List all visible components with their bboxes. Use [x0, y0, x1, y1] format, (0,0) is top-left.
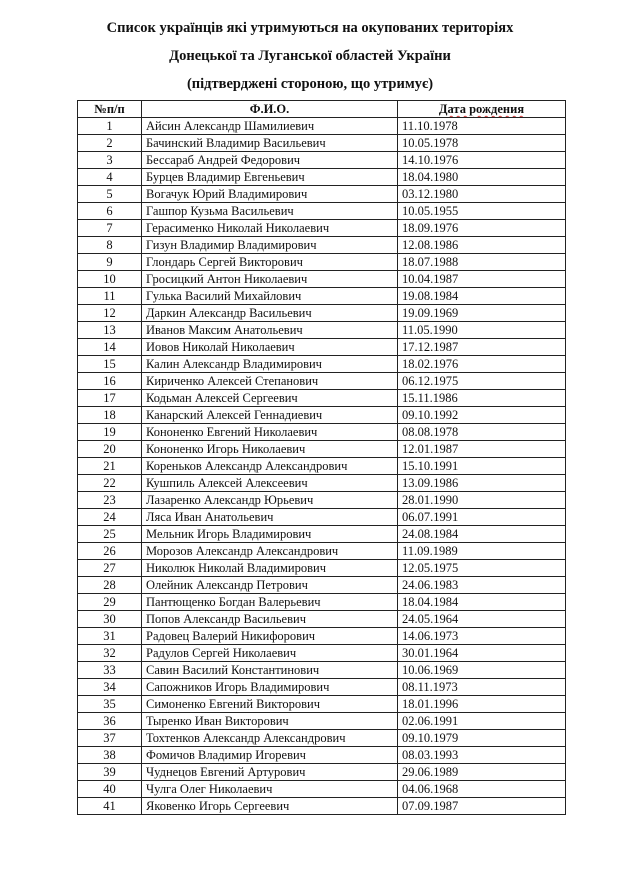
row-birth-date: 08.03.1993: [398, 747, 566, 764]
row-full-name: Тыренко Иван Викторович: [142, 713, 398, 730]
row-full-name: Радовец Валерий Никифорович: [142, 628, 398, 645]
row-birth-date: 18.02.1976: [398, 356, 566, 373]
row-full-name: Чулга Олег Николаевич: [142, 781, 398, 798]
row-number: 37: [78, 730, 142, 747]
row-full-name: Гросицкий Антон Николаевич: [142, 271, 398, 288]
row-birth-date: 11.05.1990: [398, 322, 566, 339]
row-number: 14: [78, 339, 142, 356]
row-birth-date: 10.04.1987: [398, 271, 566, 288]
table-row: [78, 186, 566, 203]
row-full-name: Фомичов Владимир Игоревич: [142, 747, 398, 764]
row-birth-date: 14.10.1976: [398, 152, 566, 169]
row-full-name: Бурцев Владимир Евгеньевич: [142, 169, 398, 186]
table-row: [78, 254, 566, 271]
row-number: 38: [78, 747, 142, 764]
table-row: [78, 288, 566, 305]
table-row: [78, 237, 566, 254]
row-full-name: Калин Александр Владимирович: [142, 356, 398, 373]
row-number: 20: [78, 441, 142, 458]
table-row: [78, 509, 566, 526]
row-full-name: Кононенко Евгений Николаевич: [142, 424, 398, 441]
row-full-name: Морозов Александр Александрович: [142, 543, 398, 560]
row-number: 7: [78, 220, 142, 237]
row-birth-date: 03.12.1980: [398, 186, 566, 203]
table-row: [78, 747, 566, 764]
row-full-name: Герасименко Николай Николаевич: [142, 220, 398, 237]
row-birth-date: 15.10.1991: [398, 458, 566, 475]
row-birth-date: 09.10.1992: [398, 407, 566, 424]
row-birth-date: 11.09.1989: [398, 543, 566, 560]
table-row: [78, 135, 566, 152]
row-full-name: Вогачук Юрий Владимирович: [142, 186, 398, 203]
row-number: 40: [78, 781, 142, 798]
table-row: [78, 662, 566, 679]
row-birth-date: 08.11.1973: [398, 679, 566, 696]
table-row: [78, 441, 566, 458]
row-full-name: Канарский Алексей Геннадиевич: [142, 407, 398, 424]
row-birth-date: 24.08.1984: [398, 526, 566, 543]
row-birth-date: 29.06.1989: [398, 764, 566, 781]
document-title-line-3: (підтверджені стороною, що утримує): [186, 76, 434, 92]
row-birth-date: 15.11.1986: [398, 390, 566, 407]
row-birth-date: 28.01.1990: [398, 492, 566, 509]
row-birth-date: 09.10.1979: [398, 730, 566, 747]
header-birth-date-label: Дата рождения: [438, 102, 525, 116]
row-number: 12: [78, 305, 142, 322]
row-full-name: Николюк Николай Владимирович: [142, 560, 398, 577]
row-full-name: Гизун Владимир Владимирович: [142, 237, 398, 254]
row-birth-date: 18.04.1980: [398, 169, 566, 186]
row-full-name: Кушпиль Алексей Алексеевич: [142, 475, 398, 492]
row-number: 18: [78, 407, 142, 424]
document-title-line-2: Донецької та Луганської областей України: [169, 48, 451, 64]
table-row: [78, 594, 566, 611]
row-full-name: Даркин Александр Васильевич: [142, 305, 398, 322]
row-full-name: Олейник Александр Петрович: [142, 577, 398, 594]
table-row: [78, 305, 566, 322]
row-number: 27: [78, 560, 142, 577]
row-number: 21: [78, 458, 142, 475]
row-birth-date: 13.09.1986: [398, 475, 566, 492]
row-number: 24: [78, 509, 142, 526]
table-row: [78, 560, 566, 577]
row-full-name: Тохтенков Александр Александрович: [142, 730, 398, 747]
table-row: [78, 696, 566, 713]
row-number: 31: [78, 628, 142, 645]
row-number: 5: [78, 186, 142, 203]
row-full-name: Глондарь Сергей Викторович: [142, 254, 398, 271]
row-number: 34: [78, 679, 142, 696]
row-full-name: Бачинский Владимир Васильевич: [142, 135, 398, 152]
table-row: [78, 577, 566, 594]
row-number: 16: [78, 373, 142, 390]
table-row: [78, 628, 566, 645]
row-birth-date: 07.09.1987: [398, 798, 566, 815]
row-birth-date: 08.08.1978: [398, 424, 566, 441]
table-row: [78, 118, 566, 135]
header-number: №п/п: [78, 101, 142, 118]
table-row: [78, 220, 566, 237]
row-number: 36: [78, 713, 142, 730]
table-row: [78, 356, 566, 373]
table-body: [78, 118, 566, 815]
table-row: [78, 169, 566, 186]
table-row: [78, 611, 566, 628]
row-full-name: Бессараб Андрей Федорович: [142, 152, 398, 169]
row-full-name: Лазаренко Александр Юрьевич: [142, 492, 398, 509]
row-birth-date: 11.10.1978: [398, 118, 566, 135]
table-row: [78, 475, 566, 492]
row-number: 23: [78, 492, 142, 509]
row-number: 9: [78, 254, 142, 271]
row-full-name: Сапожников Игорь Владимирович: [142, 679, 398, 696]
row-birth-date: 18.09.1976: [398, 220, 566, 237]
row-number: 10: [78, 271, 142, 288]
table-row: [78, 645, 566, 662]
row-birth-date: 12.05.1975: [398, 560, 566, 577]
row-number: 4: [78, 169, 142, 186]
header-birth-date: [398, 101, 566, 118]
document-title-line-1: Список українців які утримуються на окупованих територіях: [106, 20, 514, 36]
row-full-name: Радулов Сергей Николаевич: [142, 645, 398, 662]
row-birth-date: 18.01.1996: [398, 696, 566, 713]
table-row: [78, 373, 566, 390]
table-row: [78, 271, 566, 288]
row-full-name: Мельник Игорь Владимирович: [142, 526, 398, 543]
row-number: 41: [78, 798, 142, 815]
table-header-row: [78, 101, 566, 118]
row-number: 1: [78, 118, 142, 135]
row-birth-date: 06.07.1991: [398, 509, 566, 526]
row-birth-date: 02.06.1991: [398, 713, 566, 730]
table-row: [78, 152, 566, 169]
row-birth-date: 04.06.1968: [398, 781, 566, 798]
row-number: 2: [78, 135, 142, 152]
table-row: [78, 798, 566, 815]
row-birth-date: 19.09.1969: [398, 305, 566, 322]
table-row: [78, 781, 566, 798]
row-number: 11: [78, 288, 142, 305]
row-full-name: Ляса Иван Анатольевич: [142, 509, 398, 526]
row-number: 39: [78, 764, 142, 781]
row-birth-date: 19.08.1984: [398, 288, 566, 305]
row-full-name: Гашпор Кузьма Васильевич: [142, 203, 398, 220]
row-number: 3: [78, 152, 142, 169]
row-full-name: Кириченко Алексей Степанович: [142, 373, 398, 390]
table-row: [78, 390, 566, 407]
table-row: [78, 730, 566, 747]
table-row: [78, 203, 566, 220]
row-number: 6: [78, 203, 142, 220]
header-full-name: Ф.И.О.: [142, 101, 398, 118]
row-birth-date: 18.07.1988: [398, 254, 566, 271]
row-full-name: Пантющенко Богдан Валерьевич: [142, 594, 398, 611]
row-number: 35: [78, 696, 142, 713]
row-birth-date: 06.12.1975: [398, 373, 566, 390]
row-birth-date: 17.12.1987: [398, 339, 566, 356]
table-row: [78, 526, 566, 543]
row-birth-date: 10.05.1978: [398, 135, 566, 152]
row-birth-date: 30.01.1964: [398, 645, 566, 662]
row-full-name: Попов Александр Васильевич: [142, 611, 398, 628]
table-row: [78, 713, 566, 730]
row-number: 28: [78, 577, 142, 594]
row-number: 25: [78, 526, 142, 543]
table-row: [78, 424, 566, 441]
row-full-name: Яковенко Игорь Сергеевич: [142, 798, 398, 815]
row-full-name: Симоненко Евгений Викторович: [142, 696, 398, 713]
row-full-name: Кореньков Александр Александрович: [142, 458, 398, 475]
row-number: 26: [78, 543, 142, 560]
table-row: [78, 764, 566, 781]
row-birth-date: 24.06.1983: [398, 577, 566, 594]
row-number: 30: [78, 611, 142, 628]
table-row: [78, 492, 566, 509]
row-number: 22: [78, 475, 142, 492]
row-full-name: Иовов Николай Николаевич: [142, 339, 398, 356]
row-birth-date: 12.01.1987: [398, 441, 566, 458]
row-birth-date: 18.04.1984: [398, 594, 566, 611]
row-full-name: Кодьман Алексей Сергеевич: [142, 390, 398, 407]
table-row: [78, 458, 566, 475]
row-full-name: Гулька Василий Михайлович: [142, 288, 398, 305]
table-row: [78, 679, 566, 696]
row-full-name: Иванов Максим Анатольевич: [142, 322, 398, 339]
row-birth-date: 24.05.1964: [398, 611, 566, 628]
prisoners-table: [77, 100, 566, 815]
row-full-name: Чуднецов Евгений Артурович: [142, 764, 398, 781]
row-number: 13: [78, 322, 142, 339]
table-row: [78, 543, 566, 560]
row-full-name: Савин Василий Константинович: [142, 662, 398, 679]
table-row: [78, 339, 566, 356]
row-number: 19: [78, 424, 142, 441]
row-number: 32: [78, 645, 142, 662]
row-birth-date: 12.08.1986: [398, 237, 566, 254]
row-birth-date: 10.06.1969: [398, 662, 566, 679]
row-number: 29: [78, 594, 142, 611]
row-full-name: Кононенко Игорь Николаевич: [142, 441, 398, 458]
table-row: [78, 407, 566, 424]
row-birth-date: 10.05.1955: [398, 203, 566, 220]
row-number: 8: [78, 237, 142, 254]
row-number: 17: [78, 390, 142, 407]
row-number: 15: [78, 356, 142, 373]
row-number: 33: [78, 662, 142, 679]
table-row: [78, 322, 566, 339]
row-full-name: Айсин Александр Шамилиевич: [142, 118, 398, 135]
row-birth-date: 14.06.1973: [398, 628, 566, 645]
